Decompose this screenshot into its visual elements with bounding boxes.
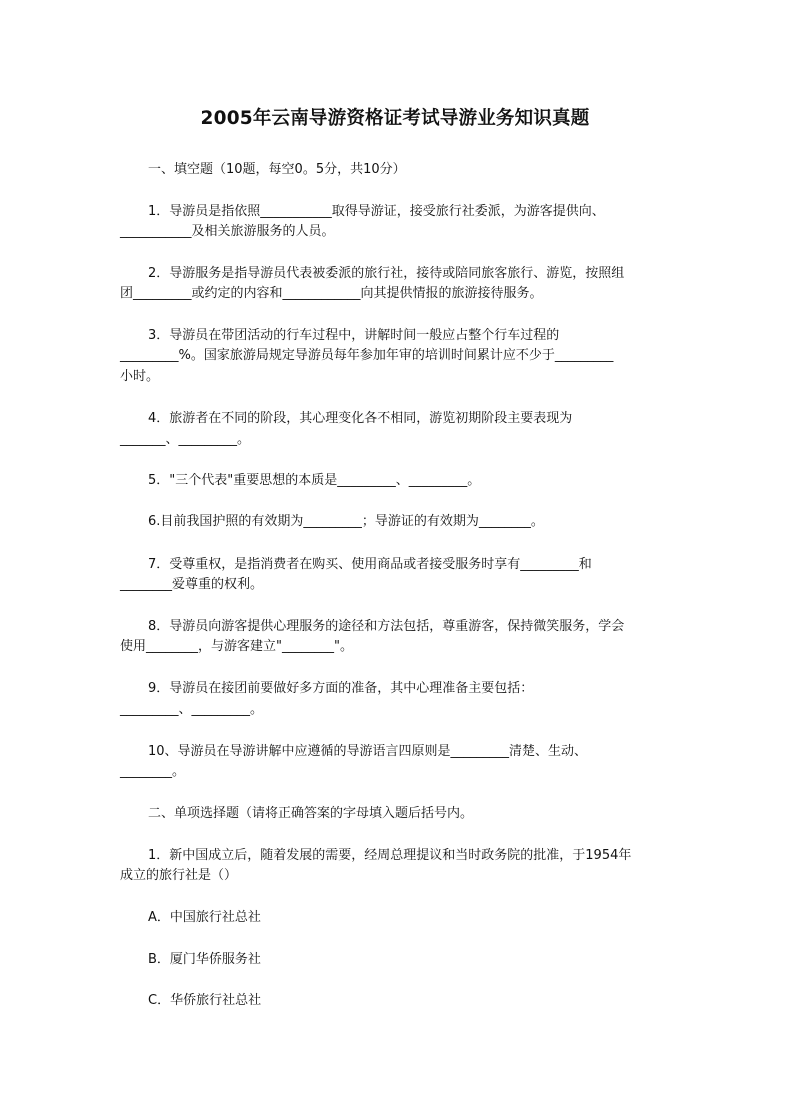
section-heading-fill-in: 一、填空题（10题，每空0。5分，共10分） — [148, 162, 406, 177]
question-1-line-1: 1．导游员是指依照___________取得导游证，接受旅行社委派，为游客提供向、 — [148, 204, 605, 219]
question-5: 5．"三个代表"重要思想的本质是_________、_________。 — [148, 473, 481, 488]
question-3-line-2: _________%。国家旅游局规定导游员每年参加年审的培训时间累计应不少于_________ — [120, 348, 614, 363]
question-3-line-1: 3．导游员在带团活动的行车过程中，讲解时间一般应占整个行车过程的 — [148, 328, 560, 343]
question-6: 6.目前我国护照的有效期为_________；导游证的有效期为________。 — [148, 514, 544, 529]
question-8-line-1: 8．导游员向游客提供心理服务的途径和方法包括，尊重游客，保持微笑服务，学会 — [148, 619, 625, 634]
choice-question-1-line-1: 1．新中国成立后，随着发展的需要，经周总理提议和当时政务院的批准，于1954年 — [148, 848, 632, 863]
choice-question-1-line-2: 成立的旅行社是（） — [120, 868, 238, 883]
choice-option-a: A．中国旅行社总社 — [148, 910, 261, 925]
choice-option-c: C．华侨旅行社总社 — [148, 993, 262, 1008]
question-8-line-2: 使用________，与游客建立"________"。 — [120, 639, 353, 654]
question-9-line-1: 9．导游员在接团前要做好多方面的准备，其中心理准备主要包括： — [148, 681, 534, 696]
section-heading-single-choice: 二、单项选择题（请将正确答案的字母填入题后括号内。 — [148, 806, 474, 821]
question-4-line-1: 4．旅游者在不同的阶段，其心理变化各不相同，游览初期阶段主要表现为 — [148, 411, 573, 426]
question-4-line-2: _______、_________。 — [120, 432, 251, 447]
question-2-line-1: 2．导游服务是指导游员代表被委派的旅行社，接待或陪同旅客旅行、游览，按照组 — [148, 266, 625, 281]
choice-option-b: B．厦门华侨服务社 — [148, 952, 261, 967]
question-10-line-1: 10、导游员在导游讲解中应遵循的导游语言四原则是_________清楚、生动、 — [148, 744, 588, 759]
question-3-line-3: 小时。 — [120, 369, 160, 384]
question-10-line-2: ________。 — [120, 764, 186, 779]
question-7-line-1: 7．受尊重权，是指消费者在购买、使用商品或者接受服务时享有_________和 — [148, 557, 592, 572]
question-7-line-2: ________爱尊重的权利。 — [120, 577, 264, 592]
question-1-line-2: ___________及相关旅游服务的人员。 — [120, 224, 335, 239]
question-9-line-2: _________、_________。 — [120, 702, 264, 717]
page-title: 2005年云南导游资格证考试导游业务知识真题 — [200, 108, 590, 129]
question-2-line-2: 团_________或约定的内容和____________向其提供情报的旅游接待服务。 — [120, 286, 543, 301]
